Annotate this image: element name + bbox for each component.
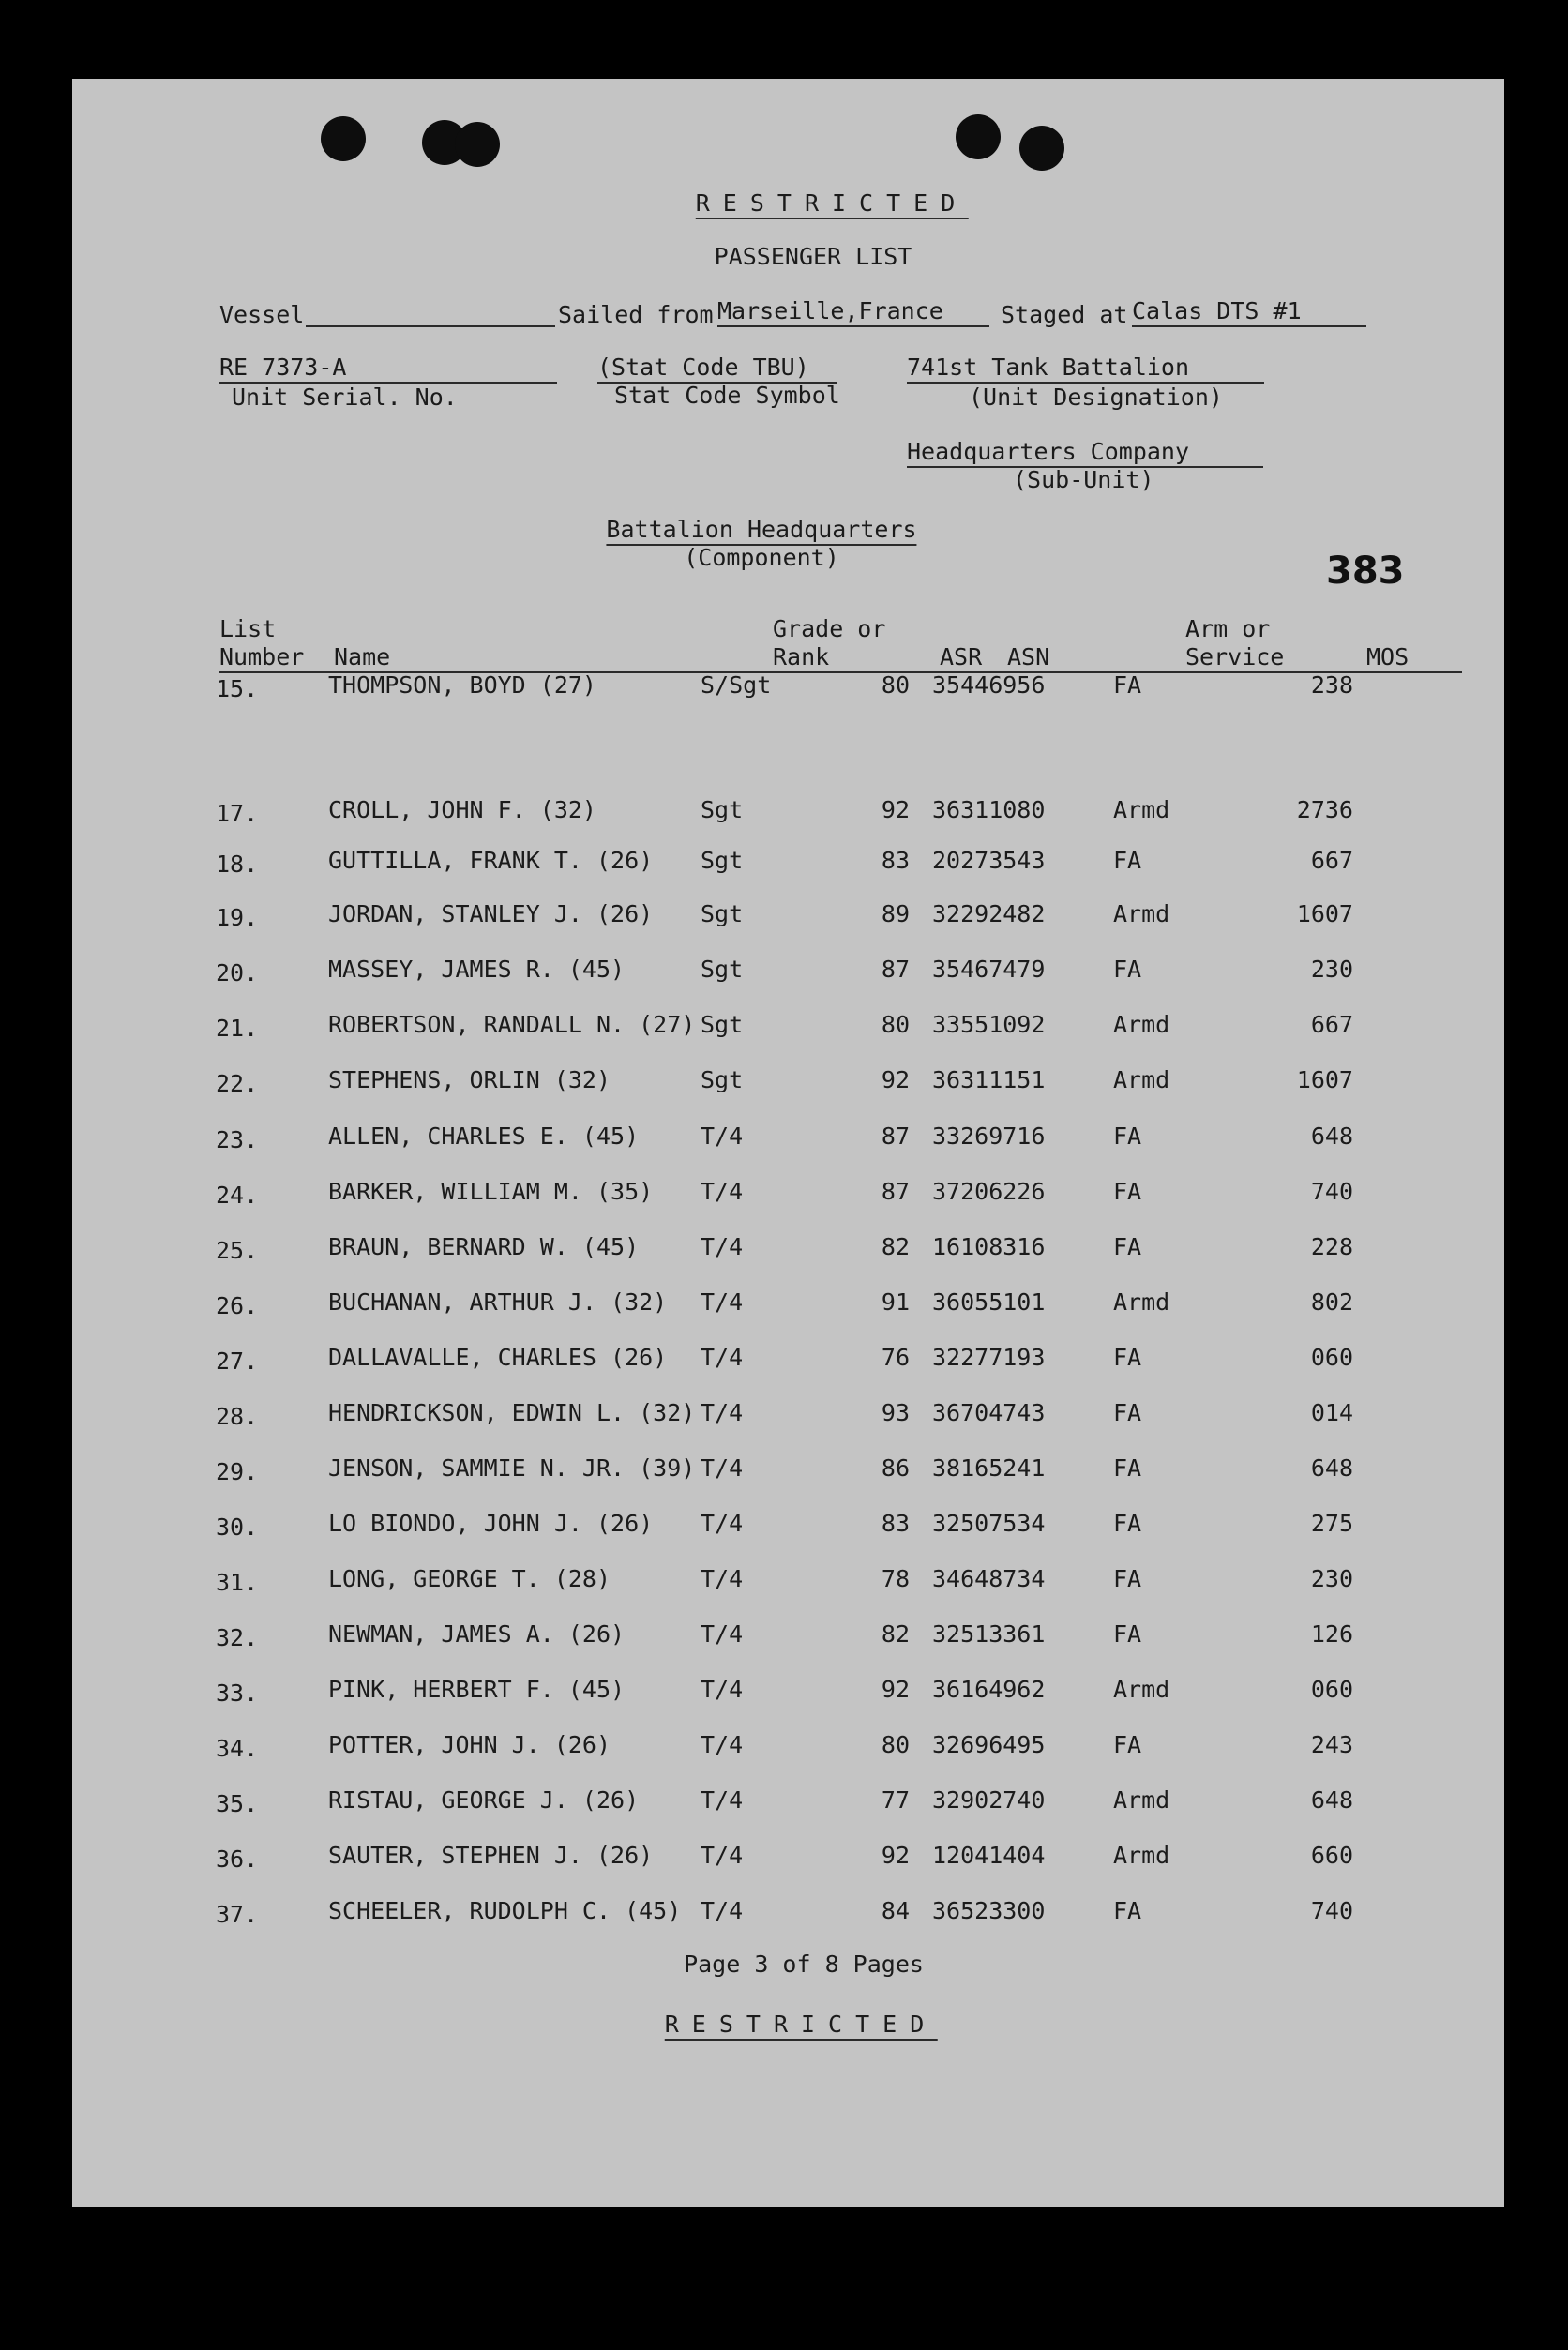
cell-num: 31. [216,1569,259,1596]
cell-mos: 230 [1310,956,1353,983]
cell-asn: 32696495 [932,1731,1046,1758]
cell-mos: 802 [1310,1288,1353,1316]
vessel-blank [306,325,555,327]
cell-mos: 667 [1310,847,1353,874]
cell-name: SCHEELER, RUDOLPH C. (45) [328,1897,682,1924]
cell-name: JENSON, SAMMIE N. JR. (39) [328,1454,696,1482]
cell-rank: T/4 [701,1288,744,1316]
cell-mos: 648 [1310,1122,1353,1150]
cell-rank: Sgt [701,1066,744,1093]
cell-name: BRAUN, BERNARD W. (45) [328,1233,640,1260]
cell-arm: FA [1113,956,1142,983]
cell-asn: 32277193 [932,1344,1046,1371]
punch-hole [956,114,1001,159]
cell-num: 20. [216,959,259,987]
cell-rank: T/4 [701,1344,744,1371]
cell-arm: FA [1113,1399,1142,1426]
cell-rank: S/Sgt [701,671,772,699]
cell-num: 37. [216,1901,259,1928]
cell-mos: 1607 [1296,900,1353,927]
cell-asn: 36704743 [932,1399,1046,1426]
classification-header: RESTRICTED [696,189,969,219]
cell-name: THOMPSON, BOYD (27) [328,671,596,699]
cell-arm: FA [1113,1620,1142,1648]
cell-arm: Armd [1113,1676,1170,1703]
cell-asn: 32902740 [932,1786,1046,1814]
header-asr: ASR [940,643,983,670]
cell-arm: Armd [1113,1288,1170,1316]
cell-arm: FA [1113,1897,1142,1924]
cell-rank: T/4 [701,1510,744,1537]
cell-asr: 89 [881,900,910,927]
cell-num: 30. [216,1514,259,1541]
page-stamp-number: 383 [1326,550,1405,593]
cell-name: POTTER, JOHN J. (26) [328,1731,611,1758]
cell-asr: 78 [881,1565,910,1592]
cell-num: 32. [216,1624,259,1651]
cell-asr: 92 [881,1676,910,1703]
header-list-number-1: List [219,615,277,642]
cell-mos: 238 [1310,671,1353,699]
unit-designation-value: 741st Tank Battalion [907,354,1264,384]
cell-name: CROLL, JOHN F. (32) [328,796,596,823]
cell-arm: FA [1113,1565,1142,1592]
cell-asn: 36523300 [932,1897,1046,1924]
cell-asn: 37206226 [932,1178,1046,1205]
cell-asn: 32507534 [932,1510,1046,1537]
cell-asr: 76 [881,1344,910,1371]
cell-asr: 82 [881,1620,910,1648]
cell-mos: 243 [1310,1731,1353,1758]
cell-num: 33. [216,1680,259,1707]
cell-name: GUTTILLA, FRANK T. (26) [328,847,654,874]
cell-arm: Armd [1113,796,1170,823]
cell-asr: 92 [881,1066,910,1093]
cell-rank: T/4 [701,1842,744,1869]
component-label: (Component) [684,544,839,571]
cell-asr: 87 [881,1122,910,1150]
cell-name: BUCHANAN, ARTHUR J. (32) [328,1288,668,1316]
cell-asr: 87 [881,956,910,983]
cell-mos: 740 [1310,1178,1353,1205]
cell-asn: 32513361 [932,1620,1046,1648]
cell-asr: 80 [881,671,910,699]
cell-asr: 84 [881,1897,910,1924]
cell-num: 18. [216,851,259,878]
sailed-from-label: Sailed from [558,301,714,328]
cell-num: 19. [216,904,259,931]
punch-hole [455,122,500,167]
cell-asn: 33551092 [932,1011,1046,1038]
cell-mos: 014 [1310,1399,1353,1426]
cell-mos: 228 [1310,1233,1353,1260]
stat-code-value: (Stat Code TBU) [597,354,837,384]
cell-name: HENDRICKSON, EDWIN L. (32) [328,1399,696,1426]
cell-num: 26. [216,1292,259,1319]
cell-arm: FA [1113,1510,1142,1537]
unit-serial-label: Unit Serial. No. [232,384,458,411]
cell-num: 21. [216,1015,259,1042]
cell-arm: FA [1113,1454,1142,1482]
staged-at-label: Staged at [1001,301,1128,328]
cell-asr: 80 [881,1731,910,1758]
cell-arm: FA [1113,671,1142,699]
cell-arm: Armd [1113,1842,1170,1869]
cell-asr: 83 [881,847,910,874]
cell-num: 25. [216,1237,259,1264]
cell-arm: FA [1113,1731,1142,1758]
cell-arm: FA [1113,1344,1142,1371]
cell-arm: Armd [1113,1011,1170,1038]
header-name: Name [334,643,391,670]
cell-asn: 36311151 [932,1066,1046,1093]
cell-num: 28. [216,1403,259,1430]
sailed-from-value: Marseille,France [717,297,989,327]
cell-mos: 660 [1310,1842,1353,1869]
cell-rank: T/4 [701,1786,744,1814]
cell-asn: 36055101 [932,1288,1046,1316]
cell-asr: 80 [881,1011,910,1038]
cell-asn: 12041404 [932,1842,1046,1869]
cell-asr: 93 [881,1399,910,1426]
cell-num: 23. [216,1126,259,1153]
cell-asr: 91 [881,1288,910,1316]
stat-code-label: Stat Code Symbol [614,382,840,409]
cell-asr: 86 [881,1454,910,1482]
cell-rank: Sgt [701,847,744,874]
cell-name: BARKER, WILLIAM M. (35) [328,1178,654,1205]
cell-asn: 20273543 [932,847,1046,874]
cell-mos: 060 [1310,1344,1353,1371]
cell-name: DALLAVALLE, CHARLES (26) [328,1344,668,1371]
cell-asr: 82 [881,1233,910,1260]
cell-rank: T/4 [701,1454,744,1482]
cell-name: PINK, HERBERT F. (45) [328,1676,626,1703]
cell-asr: 83 [881,1510,910,1537]
cell-name: LO BIONDO, JOHN J. (26) [328,1510,654,1537]
unit-designation-label: (Unit Designation) [969,384,1223,411]
cell-arm: FA [1113,1178,1142,1205]
cell-rank: T/4 [701,1731,744,1758]
cell-num: 29. [216,1458,259,1485]
cell-rank: T/4 [701,1122,744,1150]
cell-asn: 35446956 [932,671,1046,699]
cell-rank: T/4 [701,1565,744,1592]
header-arm-1: Arm or [1185,615,1271,642]
cell-num: 24. [216,1182,259,1209]
unit-serial-value: RE 7373-A [219,354,557,384]
cell-asr: 92 [881,1842,910,1869]
header-mos: MOS [1366,643,1410,670]
cell-name: SAUTER, STEPHEN J. (26) [328,1842,654,1869]
cell-rank: T/4 [701,1676,744,1703]
cell-mos: 126 [1310,1620,1353,1648]
cell-rank: Sgt [701,1011,744,1038]
cell-name: ROBERTSON, RANDALL N. (27) [328,1011,696,1038]
cell-name: STEPHENS, ORLIN (32) [328,1066,611,1093]
cell-asn: 36164962 [932,1676,1046,1703]
sub-unit-value: Headquarters Company [907,438,1263,468]
component-value: Battalion Headquarters [606,516,916,546]
cell-asr: 77 [881,1786,910,1814]
cell-asn: 32292482 [932,900,1046,927]
cell-mos: 275 [1310,1510,1353,1537]
header-list-number-2: Number [219,643,305,670]
header-grade-1: Grade or [773,615,886,642]
cell-asn: 33269716 [932,1122,1046,1150]
cell-num: 22. [216,1070,259,1097]
cell-mos: 667 [1310,1011,1353,1038]
cell-rank: T/4 [701,1233,744,1260]
cell-rank: T/4 [701,1399,744,1426]
cell-mos: 230 [1310,1565,1353,1592]
staged-at-value: Calas DTS #1 [1132,297,1366,327]
cell-num: 36. [216,1845,259,1873]
cell-mos: 1607 [1296,1066,1353,1093]
cell-rank: T/4 [701,1620,744,1648]
punch-hole [321,116,366,161]
cell-name: ALLEN, CHARLES E. (45) [328,1122,640,1150]
cell-rank: Sgt [701,956,744,983]
cell-name: NEWMAN, JAMES A. (26) [328,1620,626,1648]
cell-name: MASSEY, JAMES R. (45) [328,956,626,983]
cell-asn: 38165241 [932,1454,1046,1482]
cell-num: 27. [216,1348,259,1375]
cell-name: RISTAU, GEORGE J. (26) [328,1786,640,1814]
cell-asr: 87 [881,1178,910,1205]
cell-asn: 34648734 [932,1565,1046,1592]
header-grade-2: Rank [773,643,830,670]
cell-arm: FA [1113,1233,1142,1260]
cell-rank: T/4 [701,1897,744,1924]
header-arm-2: Service [1185,643,1285,670]
cell-mos: 648 [1310,1454,1353,1482]
cell-mos: 2736 [1296,796,1353,823]
cell-asn: 36311080 [932,796,1046,823]
punch-hole [1019,126,1064,171]
cell-mos: 648 [1310,1786,1353,1814]
cell-rank: Sgt [701,796,744,823]
cell-mos: 060 [1310,1676,1353,1703]
header-asn: ASN [1007,643,1050,670]
cell-mos: 740 [1310,1897,1353,1924]
cell-num: 34. [216,1735,259,1762]
cell-rank: T/4 [701,1178,744,1205]
vessel-label: Vessel [219,301,305,328]
cell-asr: 92 [881,796,910,823]
document-page [72,79,1504,2207]
cell-arm: FA [1113,1122,1142,1150]
cell-num: 15. [216,675,259,702]
cell-asn: 16108316 [932,1233,1046,1260]
cell-num: 17. [216,800,259,827]
cell-name: JORDAN, STANLEY J. (26) [328,900,654,927]
document-title: PASSENGER LIST [714,243,912,270]
cell-asn: 35467479 [932,956,1046,983]
page-indicator: Page 3 of 8 Pages [684,1951,924,1978]
cell-num: 35. [216,1790,259,1817]
cell-arm: Armd [1113,1786,1170,1814]
cell-name: LONG, GEORGE T. (28) [328,1565,611,1592]
cell-rank: Sgt [701,900,744,927]
cell-arm: Armd [1113,900,1170,927]
cell-arm: Armd [1113,1066,1170,1093]
sub-unit-label: (Sub-Unit) [1013,466,1154,493]
cell-arm: FA [1113,847,1142,874]
classification-footer: RESTRICTED [665,2011,938,2041]
